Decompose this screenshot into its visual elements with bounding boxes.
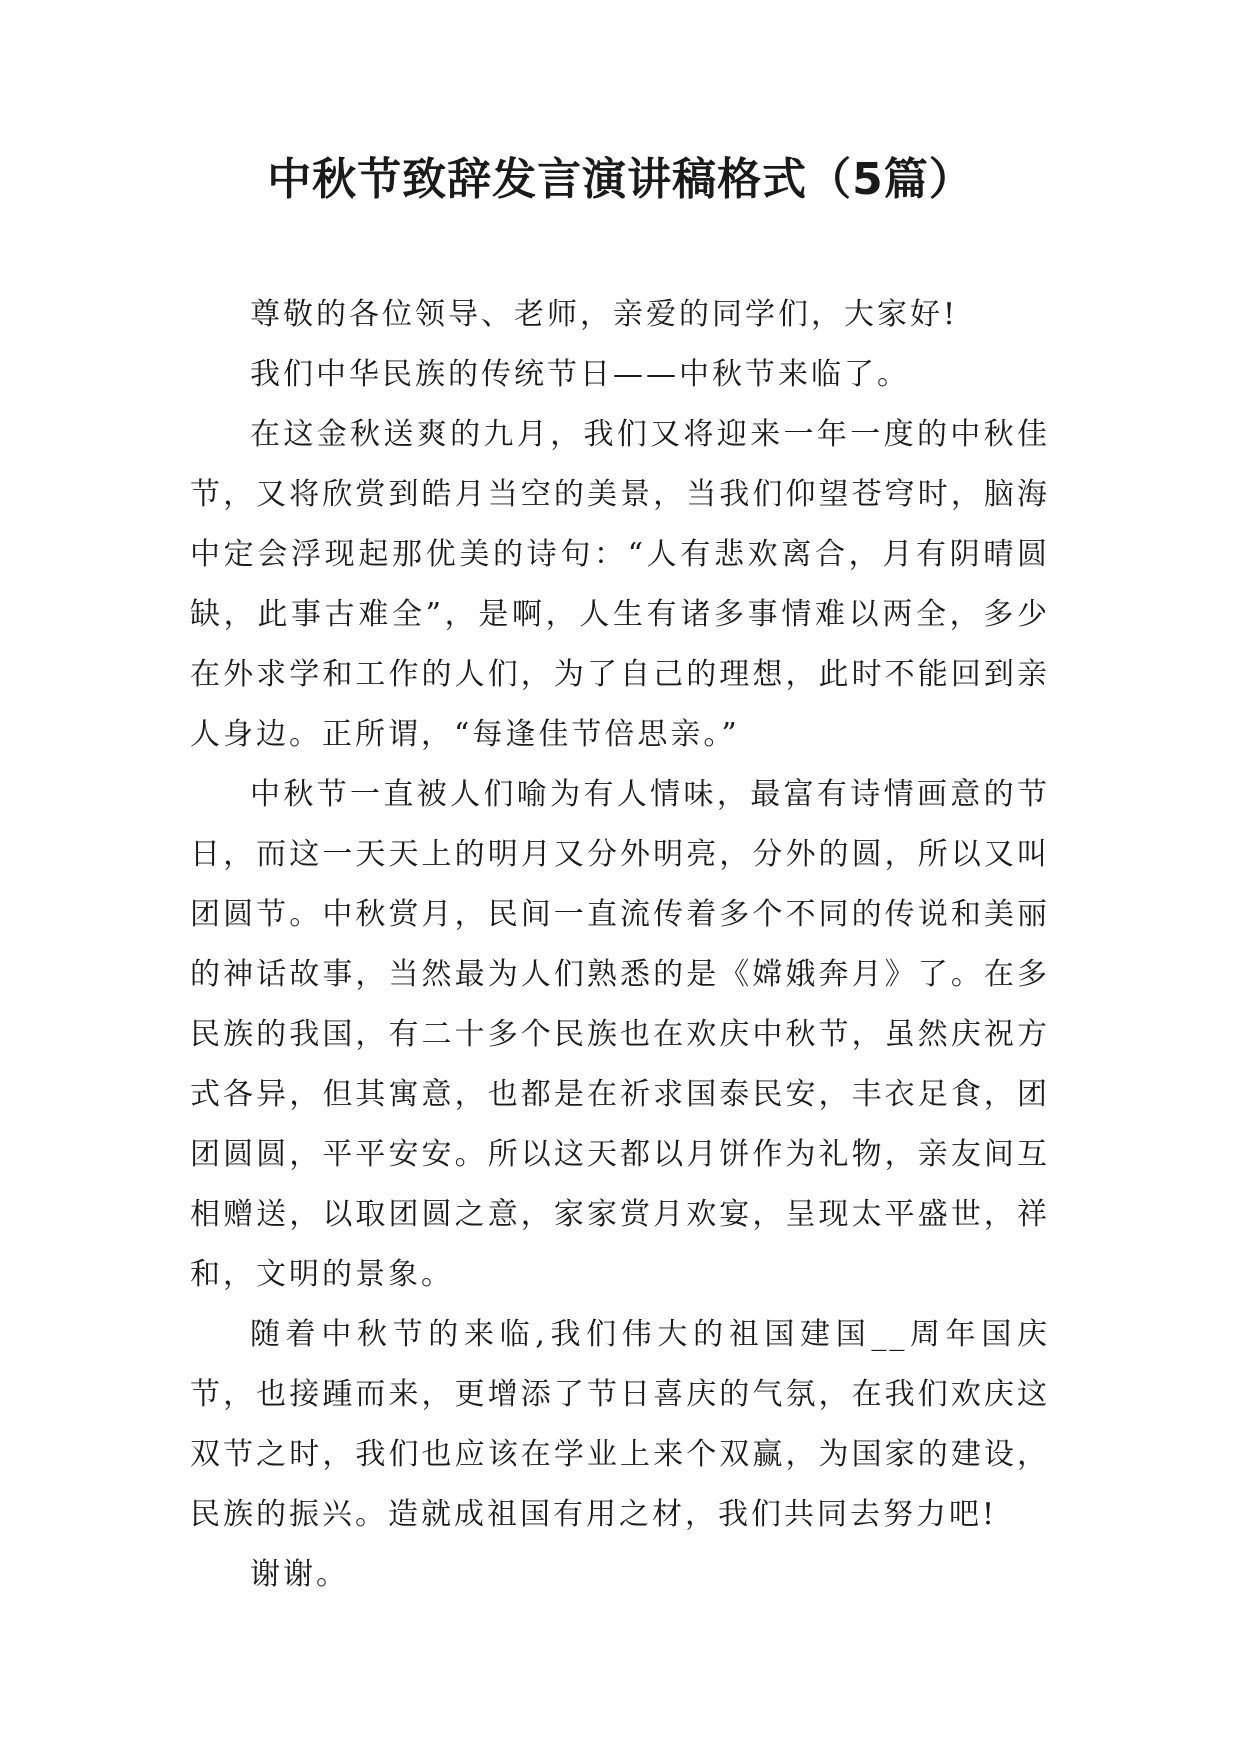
document-body: [190, 285, 1050, 1605]
paragraph-greeting: 尊敬的各位领导、老师，亲爱的同学们，大家好!: [250, 297, 959, 332]
paragraph-thanks: 谢谢。: [250, 1557, 349, 1592]
paragraph-festival: 中秋节一直被人们喻为有人情味，最富有诗情画意的节日，而这一天天上的明月又分外明亮，分外的圆，所以又叫团圆节。中秋赏月，民间一直流传着多个不同的传说和美丽的神话故事，当然最为人们熟悉的是《嫦娥奔月》了。在多民族的我国，有二十多个民族也在欢庆中秋节，虽然庆祝方式各异，但其寓意，也都是在祈求国泰民安，丰衣足食，团团圆圆，平平安安。所以这天都以月饼作为礼物，亲友间互相赠送，以取团圆之意，家家赏月欢宴，呈现太平盛世，祥和，文明的景象。: [190, 777, 1050, 1292]
paragraph-autumn: 在这金秋送爽的九月，我们又将迎来一年一度的中秋佳节，又将欣赏到皓月当空的美景，当我们仰望苍穹时，脑海中定会浮现起那优美的诗句：“人有悲欢离合，月有阴晴圆缺，此事古难全”，是啊，人生有诸多事情难以两全，多少在外求学和工作的人们，为了自己的理想，此时不能回到亲人身边。正所谓，“每逢佳节倍思亲。”: [190, 417, 1050, 752]
paragraph-intro: 我们中华民族的传统节日——中秋节来临了。: [250, 357, 910, 392]
document-title: 中秋节致辞发言演讲稿格式（5篇）: [267, 154, 974, 205]
paragraph-national-day: 随着中秋节的来临,我们伟大的祖国建国__周年国庆节，也接踵而来，更增添了节日喜庆的气氛，在我们欢庆这双节之时，我们也应该在学业上来个双赢，为国家的建设，民族的振兴。造就成祖国有用之材，我们共同去努力吧!: [190, 1317, 1050, 1532]
